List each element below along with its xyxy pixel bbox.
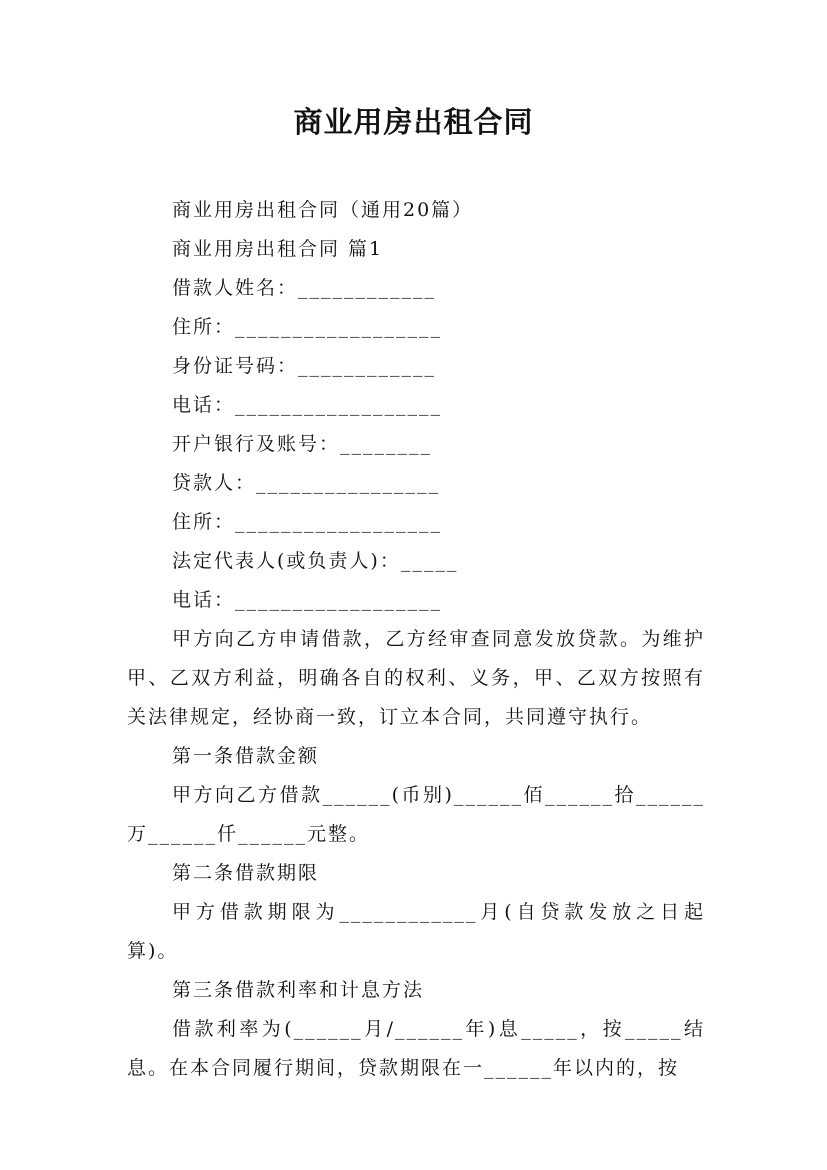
article-2-heading: 第二条借款期限 — [172, 862, 320, 884]
borrower-name-field: 借款人姓名：____________ — [172, 277, 437, 299]
legal-representative-field: 法定代表人(或负责人)：_____ — [172, 550, 459, 572]
borrower-address-field: 住所：__________________ — [172, 316, 443, 338]
subtitle: 商业用房出租合同（通用20篇） — [172, 199, 474, 221]
lender-address-field: 住所：__________________ — [172, 511, 443, 533]
lender-field: 贷款人：________________ — [172, 472, 441, 494]
document-body — [127, 191, 705, 1088]
article-1-heading: 第一条借款金额 — [172, 745, 320, 767]
borrower-phone-field: 电话：__________________ — [172, 394, 443, 416]
article-1-text: 甲方向乙方借款______(币别)______佰______拾______万______仟______元整。 — [127, 784, 705, 845]
section-heading: 商业用房出租合同 篇1 — [172, 238, 384, 260]
document-title: 商业用房出租合同 — [293, 105, 534, 139]
article-3-text: 借款利率为(______月/______年)息_____，按_____结息。在本合同履行期间，贷款期限在一______年以内的，按 — [127, 1018, 705, 1079]
id-number-field: 身份证号码：____________ — [172, 355, 437, 377]
intro-paragraph: 甲方向乙方申请借款，乙方经审查同意发放贷款。为维护甲、乙双方利益，明确各自的权利、义务，甲、乙双方按照有关法律规定，经协商一致，订立本合同，共同遵守执行。 — [127, 628, 705, 728]
article-2-text: 甲方借款期限为____________月(自贷款发放之日起算)。 — [127, 901, 705, 962]
article-3-heading: 第三条借款利率和计息方法 — [172, 979, 425, 1001]
lender-phone-field: 电话：__________________ — [172, 589, 443, 611]
bank-account-field: 开户银行及账号：________ — [172, 433, 433, 455]
